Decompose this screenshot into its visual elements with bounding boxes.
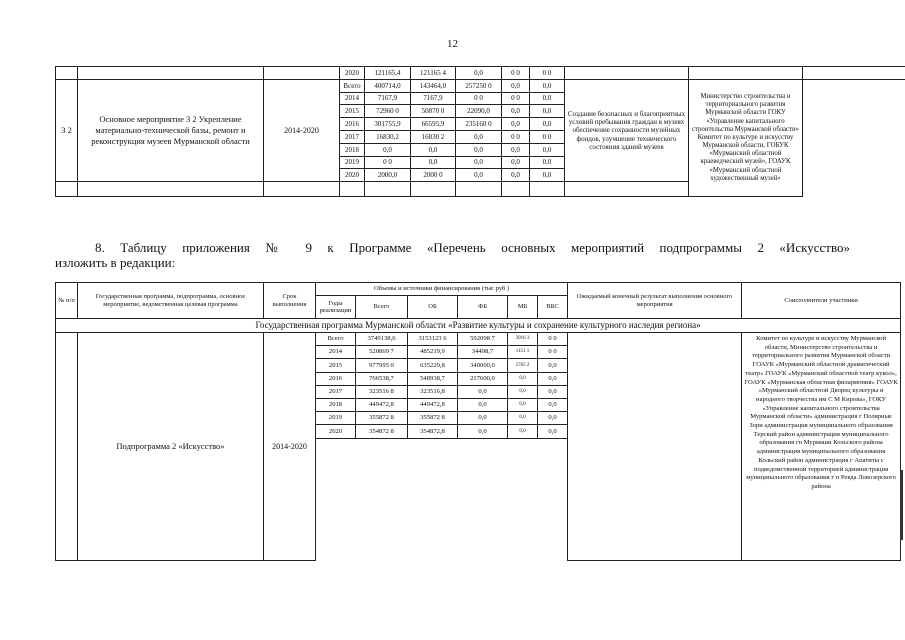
header-program: Государственная программа, подпрограмма, основное мероприятие, ведомственная целевая программа [78, 283, 264, 319]
header-years: Годы реализации [316, 296, 356, 319]
cell-vbs: 0,0 [530, 79, 565, 92]
cell-total: 72960 0 [365, 105, 411, 118]
cell-ob: 0,0 [411, 143, 456, 156]
cell-fb: 0,0 [458, 412, 508, 425]
cell-ob: 355872 8 [408, 412, 458, 425]
cell-vbs: 0,0 [538, 425, 568, 438]
table-row [56, 79, 905, 92]
measure-title: Основное мероприятие 3 2 Укрепление материально-технической базы, ремонт и реконструкция музеев Мурманской области [78, 79, 264, 181]
table-row [56, 333, 901, 346]
cell-vbs: 0,0 [530, 92, 565, 105]
table-row: 2020 121165,4 121165 4 0,0 0 0 0 0 [56, 67, 905, 80]
cell-mb: 0,0 [502, 105, 530, 118]
instruction-paragraph [55, 240, 850, 270]
cell-total: 2000,0 [365, 169, 411, 182]
cell-total: 0 0 [365, 156, 411, 169]
cell-year: 2018 [316, 398, 356, 411]
table-row [56, 319, 901, 333]
header-vbs: ВБС [538, 296, 568, 319]
header-ob: ОБ [408, 296, 458, 319]
header-coexecutors: Соисполнители участники [742, 283, 901, 319]
cell-ob: 143464,0 [411, 79, 456, 92]
sub-title: Подпрограмма 2 «Искусство» [78, 333, 264, 561]
header-period: Срок выполнения [264, 283, 316, 319]
cell-vbs: 0,0 [530, 143, 565, 156]
cell-mb: 0,0 [502, 156, 530, 169]
cell-year: 2014 [316, 346, 356, 359]
cell-total: 323516 8 [356, 385, 408, 398]
measure-number: 3 2 [56, 79, 78, 181]
cell-mb: 0 0 [502, 92, 530, 105]
cell-year: Всего [340, 79, 365, 92]
cell-mb: 0 0 [502, 130, 530, 143]
sub-result [568, 333, 742, 561]
cell-ob: 16830 2 [411, 130, 456, 143]
cell-year: 2017 [340, 130, 365, 143]
cell-year: 2020 [316, 425, 356, 438]
cell-vbs: 0,0 [538, 372, 568, 385]
cell-fb: 0 0 [456, 92, 502, 105]
cell-mb: 0,0 [508, 425, 538, 438]
cell-mb: 0,0 [508, 372, 538, 385]
cell-fb: 0,0 [456, 156, 502, 169]
cell-mb: 2765 2 [508, 359, 538, 372]
cell-mb: 0,0 [508, 398, 538, 411]
cell-vbs: 0,0 [530, 105, 565, 118]
paragraph-line-2: изложить в редакции: [55, 255, 176, 270]
header-num: № п/п [56, 283, 78, 319]
cell-total: 977995 0 [356, 359, 408, 372]
cell-mb: 0,0 [502, 169, 530, 182]
cell-fb: 257250 0 [456, 79, 502, 92]
cell-total: 16830,2 [365, 130, 411, 143]
cell-vbs: 0 0 [530, 130, 565, 143]
cell-mb: 0,0 [508, 385, 538, 398]
cell-ob: 323516,8 [408, 385, 458, 398]
header-mb: МБ [508, 296, 538, 319]
cell-mb: 0,0 [502, 118, 530, 131]
cell-year: 2020 [340, 169, 365, 182]
cell-vbs: 0,0 [538, 385, 568, 398]
cell-fb: 0,0 [456, 169, 502, 182]
cell-fb: 0,0 [456, 130, 502, 143]
header-fb: ФБ [458, 296, 508, 319]
cell-total: 354872 8 [356, 425, 408, 438]
cell-fb: 235160 0 [456, 118, 502, 131]
cell-total: 355872 8 [356, 412, 408, 425]
table-subprogram-2 [55, 282, 901, 561]
cell-fb: 217600,0 [458, 372, 508, 385]
cell-vbs: 0,0 [530, 118, 565, 131]
cell-year: 2014 [340, 92, 365, 105]
cell-vbs: 0,0 [538, 412, 568, 425]
cell-year: 2019 [316, 412, 356, 425]
paragraph-line-1: 8. Таблицу приложения № 9 к Программе «Перечень основных мероприятий подпрограммы 2 «Искусство» [95, 240, 850, 255]
cell-total: 766538,7 [356, 372, 408, 385]
cell-year: 2017 [316, 385, 356, 398]
sub-coexecutors: Комитет по культуре и искусству Мурманской области, Министерство строительства и территориального развития Мурманской области ГОАУК «Мурманский областной драматический театр» ГОАУК «Мурманский областной театр кукол», ГОАУК «Мурманская областная филармония» ГОАУК «Мурманский областной Дворец культуры и народного творчества им С М Кирова», ГОКУ «Управление капитального строительства Мурманской области» администрация г Полярные Зори администрация муниципального образования Терский район администрация муниципального образования гп Мурмаши Кольского района администрация муниципального образования Кольский район администрация г Апатиты с подведомственной территорией администрация муниципального образования г п Ревда Ловозерского района [742, 333, 901, 561]
cell-mb: 0,0 [502, 79, 530, 92]
cell-ob: 635229,8 [408, 359, 458, 372]
cell-year: 2019 [340, 156, 365, 169]
header-result: Ожидаемый конечный результат выполнения основного мероприятия [568, 283, 742, 319]
cell-vbs: 0,0 [538, 359, 568, 372]
cell-fb: 22090,0 [456, 105, 502, 118]
cell-total: 400714,0 [365, 79, 411, 92]
cell-mb: 3916 3 [508, 333, 538, 346]
cell-ob: 485219,9 [408, 346, 458, 359]
cell-ob: 3153123 6 [408, 333, 458, 346]
scan-edge-mark [900, 470, 903, 540]
cell-total: 449472,8 [356, 398, 408, 411]
cell-total: 0,0 [365, 143, 411, 156]
sub-period: 2014-2020 [264, 333, 316, 561]
cell-fb: 0,0 [458, 425, 508, 438]
gp-title: Государственная программа Мурманской области «Развитие культуры и сохранение культурного наследия региона» [56, 319, 901, 333]
cell-ob: 354872,8 [408, 425, 458, 438]
cell-year: 2018 [340, 143, 365, 156]
header-financing: Объемы и источники финансирования (тыс руб ) [316, 283, 568, 296]
cell-year: Всего [316, 333, 356, 346]
cell-fb: 340000,0 [458, 359, 508, 372]
cell-year: 2015 [316, 359, 356, 372]
cell-year: 2016 [316, 372, 356, 385]
cell-total: 7167,9 [365, 92, 411, 105]
cell-fb: 0,0 [458, 385, 508, 398]
header-total: Всего [356, 296, 408, 319]
cell-fb: 0,0 [458, 398, 508, 411]
cell-fb: 0,0 [456, 143, 502, 156]
page-number: 12 [447, 38, 458, 50]
cell-mb: 0,0 [502, 143, 530, 156]
cell-vbs: 0,0 [530, 169, 565, 182]
measure-coexecutors: Министерство строительства и территориального развития Мурманской области ГОКУ «Управление капитального строительства Мурманской области» Комитет по культуре и искусству Мурманской области, ГОБУК «Мурманский областной краеведческий музей», ГОАУК «Мурманский областной художественный музей» [689, 79, 803, 196]
cell-year: 2015 [340, 105, 365, 118]
cell-ob: 0,0 [411, 156, 456, 169]
cell-ob: 7167,9 [411, 92, 456, 105]
measure-period: 2014-2020 [264, 79, 340, 181]
cell-ob: 2000 0 [411, 169, 456, 182]
table-measure-3-2 [55, 66, 905, 197]
cell-mb: 1151 1 [508, 346, 538, 359]
cell-ob: 50870 0 [411, 105, 456, 118]
cell-total: 520869 7 [356, 346, 408, 359]
cell-mb: 0,0 [508, 412, 538, 425]
cell-ob: 449472,8 [408, 398, 458, 411]
cell-fb: 592098 7 [458, 333, 508, 346]
sub-number [56, 333, 78, 561]
cell-year: 2016 [340, 118, 365, 131]
cell-fb: 34498,7 [458, 346, 508, 359]
cell-vbs: 0 0 [538, 333, 568, 346]
cell-ob: 548938,7 [408, 372, 458, 385]
cell-total: 301755,9 [365, 118, 411, 131]
cell-total: 3749138,6 [356, 333, 408, 346]
cell-vbs: 0,0 [530, 156, 565, 169]
table-header-row [56, 283, 901, 296]
cell-vbs: 0,0 [538, 398, 568, 411]
cell-ob: 66595,9 [411, 118, 456, 131]
cell-vbs: 0 0 [538, 346, 568, 359]
measure-result: Создание безопасных и благоприятных условий пребывания граждан в музеях обеспечение сохранности музейных фондов, улучшение технического состояния зданий музеев [565, 79, 689, 181]
